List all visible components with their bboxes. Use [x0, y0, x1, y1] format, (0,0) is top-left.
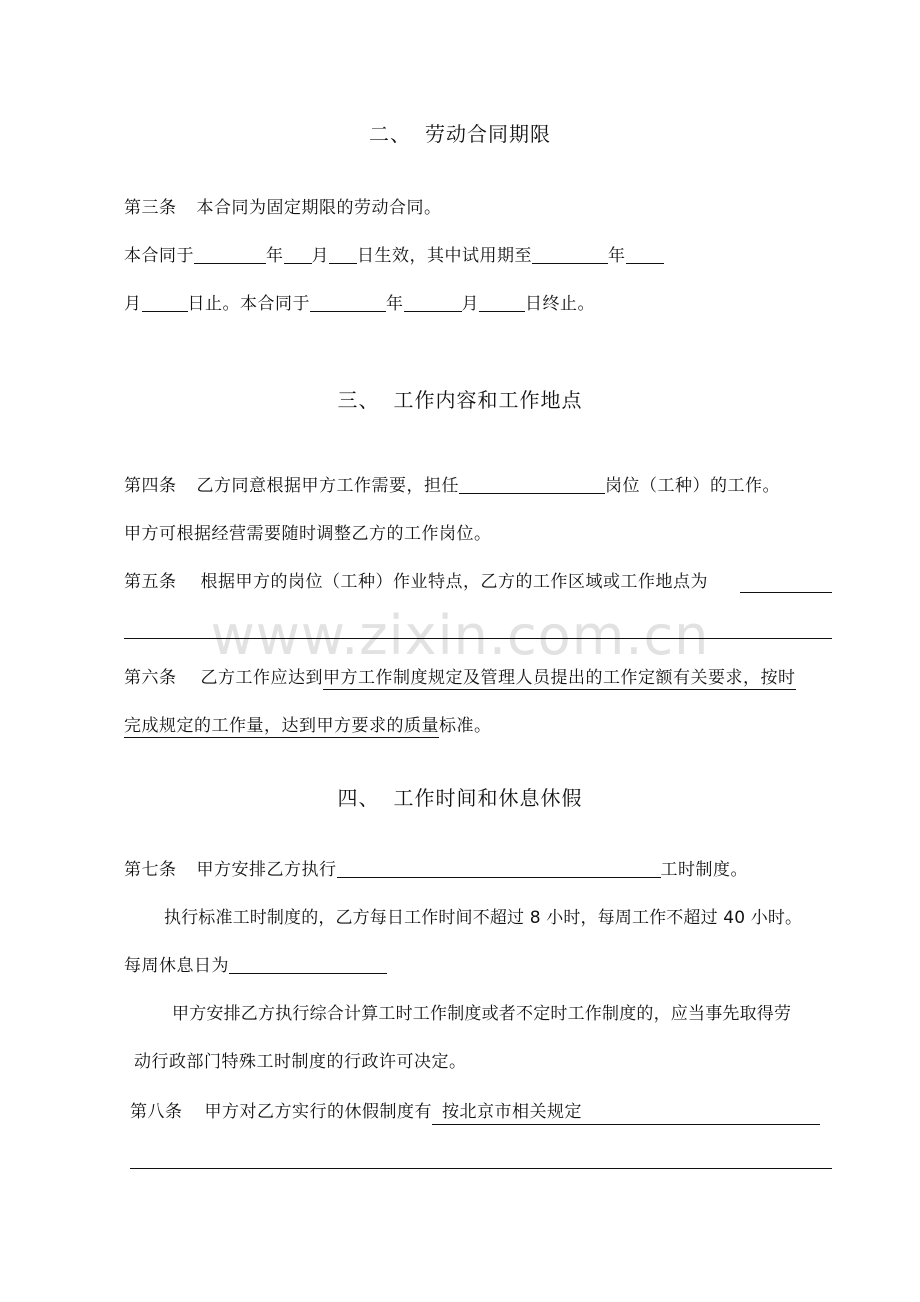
underlined-text: 完成规定的工作量，达到甲方要求的质量 — [124, 716, 439, 736]
article-6 — [124, 666, 796, 690]
probation-year-blank[interactable] — [532, 245, 608, 264]
term-text: 月 — [311, 246, 329, 266]
section-number: 三、 — [337, 388, 380, 412]
article-label: 第五条 — [124, 572, 177, 592]
comprehensive-hours-text: 甲方安排乙方执行综合计算工时工作制度或者不定时工作制度的，应当事先取得劳 — [172, 1004, 792, 1024]
probation-day-blank[interactable] — [142, 293, 188, 312]
article-4-line-2: 甲方可根据经营需要随时调整乙方的工作岗位。 — [124, 524, 492, 544]
article-text: 本合同为固定期限的劳动合同。 — [196, 198, 442, 218]
start-day-blank[interactable] — [329, 245, 357, 264]
position-blank[interactable] — [459, 475, 605, 494]
article-text: 根据甲方的岗位（工种）作业特点，乙方的工作区域或工作地点为 — [200, 572, 708, 592]
term-text: 年 — [266, 246, 284, 266]
comprehensive-hours-text-2: 动行政部门特殊工时制度的行政许可决定。 — [134, 1052, 467, 1072]
article-3 — [124, 196, 442, 220]
article-label: 第三条 — [124, 198, 177, 218]
article-4 — [124, 474, 780, 498]
work-location-blank[interactable] — [740, 592, 832, 593]
watermark-text: www.zixin.com.cn — [210, 604, 710, 667]
section-heading-4 — [0, 784, 920, 812]
term-text: 月 — [461, 294, 479, 314]
article-text: 甲方对乙方实行的休假制度有 — [204, 1102, 432, 1122]
work-location-blank-line-2[interactable] — [124, 638, 832, 639]
article-label: 第四条 — [124, 476, 177, 496]
article-label: 第七条 — [124, 860, 177, 880]
term-line-1 — [124, 244, 664, 268]
term-text: 年 — [608, 246, 626, 266]
article-text: 乙方同意根据甲方工作需要，担任 — [196, 476, 459, 496]
rest-day-line — [124, 954, 387, 978]
rest-day-blank[interactable] — [229, 955, 387, 974]
section-title: 劳动合同期限 — [425, 122, 551, 146]
section-title: 工作时间和休息休假 — [393, 786, 583, 810]
article-text: 标准。 — [439, 716, 492, 736]
article-8 — [130, 1100, 820, 1125]
term-text: 日终止。 — [525, 294, 595, 314]
term-text: 本合同于 — [124, 246, 194, 266]
leave-system-blank-line-2[interactable] — [130, 1168, 832, 1169]
article-text: 工时制度。 — [660, 860, 748, 880]
article-text: 岗位（工种）的工作。 — [605, 476, 780, 496]
article-label: 第六条 — [124, 668, 177, 688]
section-heading-2 — [0, 120, 920, 148]
leave-system-field[interactable] — [432, 1100, 820, 1125]
term-text: 日生效，其中试用期至 — [357, 246, 532, 266]
article-7 — [124, 858, 748, 882]
standard-hours-text: 执行标准工时制度的，乙方每日工作时间不超过 8 小时，每周工作不超过 40 小时。 — [164, 908, 803, 928]
start-year-blank[interactable] — [194, 245, 266, 264]
start-month-blank[interactable] — [284, 245, 312, 264]
section-heading-3 — [0, 386, 920, 414]
section-title: 工作内容和工作地点 — [393, 388, 583, 412]
article-label: 第八条 — [130, 1102, 183, 1122]
term-text: 年 — [386, 294, 404, 314]
term-text: 日止。本合同于 — [187, 294, 310, 314]
article-text: 甲方安排乙方执行 — [196, 860, 337, 880]
end-year-blank[interactable] — [310, 293, 386, 312]
article-text: 乙方工作应达到 — [200, 668, 323, 688]
end-day-blank[interactable] — [479, 293, 525, 312]
section-number: 四、 — [337, 786, 380, 810]
article-5 — [124, 570, 708, 594]
end-month-blank[interactable] — [404, 293, 462, 312]
term-text: 月 — [124, 294, 142, 314]
underlined-text: 甲方工作制度规定及管理人员提出的工作定额有关要求，按时 — [323, 668, 796, 688]
term-line-2 — [124, 292, 595, 316]
article-text: 每周休息日为 — [124, 956, 229, 976]
working-hours-system-blank[interactable] — [337, 859, 661, 878]
leave-system-value: 按北京市相关规定 — [442, 1102, 582, 1122]
probation-month-blank[interactable] — [626, 245, 664, 264]
article-6-line-2 — [124, 714, 492, 738]
section-number: 二、 — [369, 122, 411, 146]
